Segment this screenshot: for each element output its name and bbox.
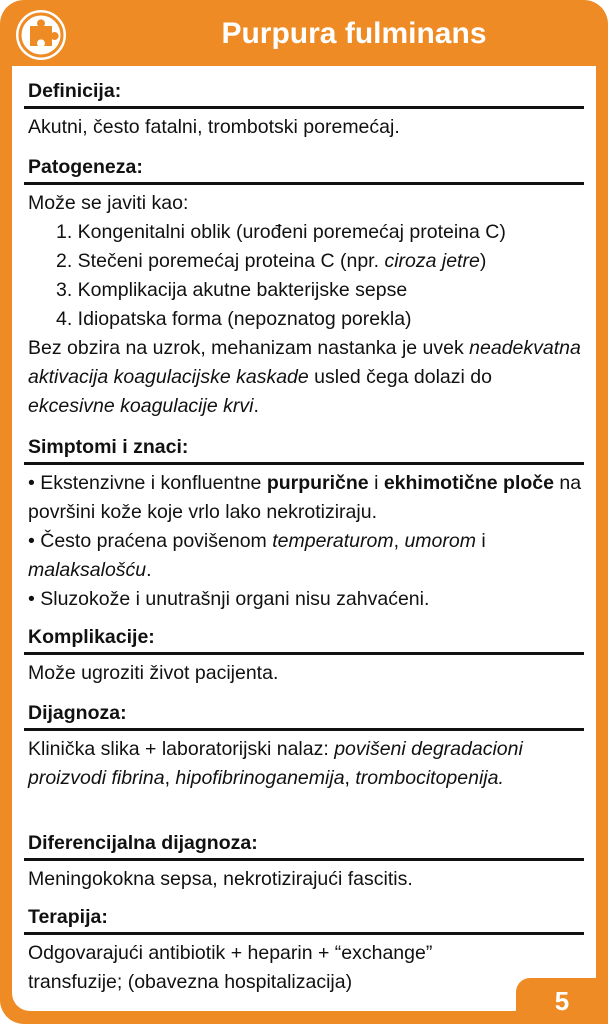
section-text: Akutni, često fatalni, trombotski poremećaj. (28, 116, 400, 138)
intro-text: Može se javiti kao: (28, 192, 189, 214)
list-item: 4. Idiopatska forma (nepoznatog porekla) (56, 308, 412, 330)
section-text (24, 465, 584, 614)
section-text: Odgovarajući antibiotik + heparin + “exchange” transfuzije; (obavezna hospitalizacija) (28, 942, 433, 993)
section-text: Može ugroziti život pacijenta. (28, 662, 279, 684)
cause-list (28, 218, 584, 334)
section-title: Patogeneza: (28, 156, 143, 178)
section-simptomi (24, 434, 584, 614)
section-title: Terapija: (28, 906, 108, 928)
section-text (24, 185, 584, 421)
bullet-item: • Ekstenzivne i konfluentne purpurične i ekhimotične ploče na površini kože koje vrlo lako nekrotiziraju. (28, 472, 582, 523)
bullet-item: • Sluzokože i unutrašnji organi nisu zahvaćeni. (28, 588, 430, 610)
section-dijagnoza (24, 700, 584, 793)
content-panel (12, 66, 596, 1011)
puzzle-logo-icon (16, 10, 66, 60)
section-title: Diferencijalna dijagnoza: (28, 832, 258, 854)
section-title: Komplikacije: (28, 626, 155, 648)
section-text: Meningokokna sepsa, nekrotizirajući fascitis. (28, 868, 413, 890)
section-title: Simptomi i znaci: (28, 436, 189, 458)
section-patogeneza (24, 154, 584, 421)
section-terapija (24, 904, 584, 997)
section-komplikacije (24, 624, 584, 688)
section-text: Klinička slika + laboratorijski nalaz: povišeni degradacioni proizvodi fibrina, hipofibrinoganemija, trombocitopenija. (28, 738, 523, 789)
list-item: 2. Stečeni poremećaj proteina C (npr. ciroza jetre) (56, 250, 487, 272)
page-number: 5 (516, 978, 608, 1024)
section-definicija (24, 78, 584, 142)
bullet-item: • Često praćena povišenom temperaturom, umorom i malaksalošću. (28, 530, 486, 581)
section-title: Definicija: (28, 80, 122, 102)
list-item: 1. Kongenitalni oblik (urođeni poremećaj proteina C) (56, 221, 506, 243)
list-item: 3. Komplikacija akutne bakterijske sepse (56, 279, 408, 301)
paragraph: Bez obzira na uzrok, mehanizam nastanka je uvek neadekvatna aktivacija koagulacijske kaskade usled čega dolazi do ekcesivne koagulacije krvi. (28, 337, 581, 417)
section-diferencijalna (24, 830, 584, 894)
page-title: Purpura fulminans (221, 17, 487, 50)
section-title: Dijagnoza: (28, 702, 127, 724)
